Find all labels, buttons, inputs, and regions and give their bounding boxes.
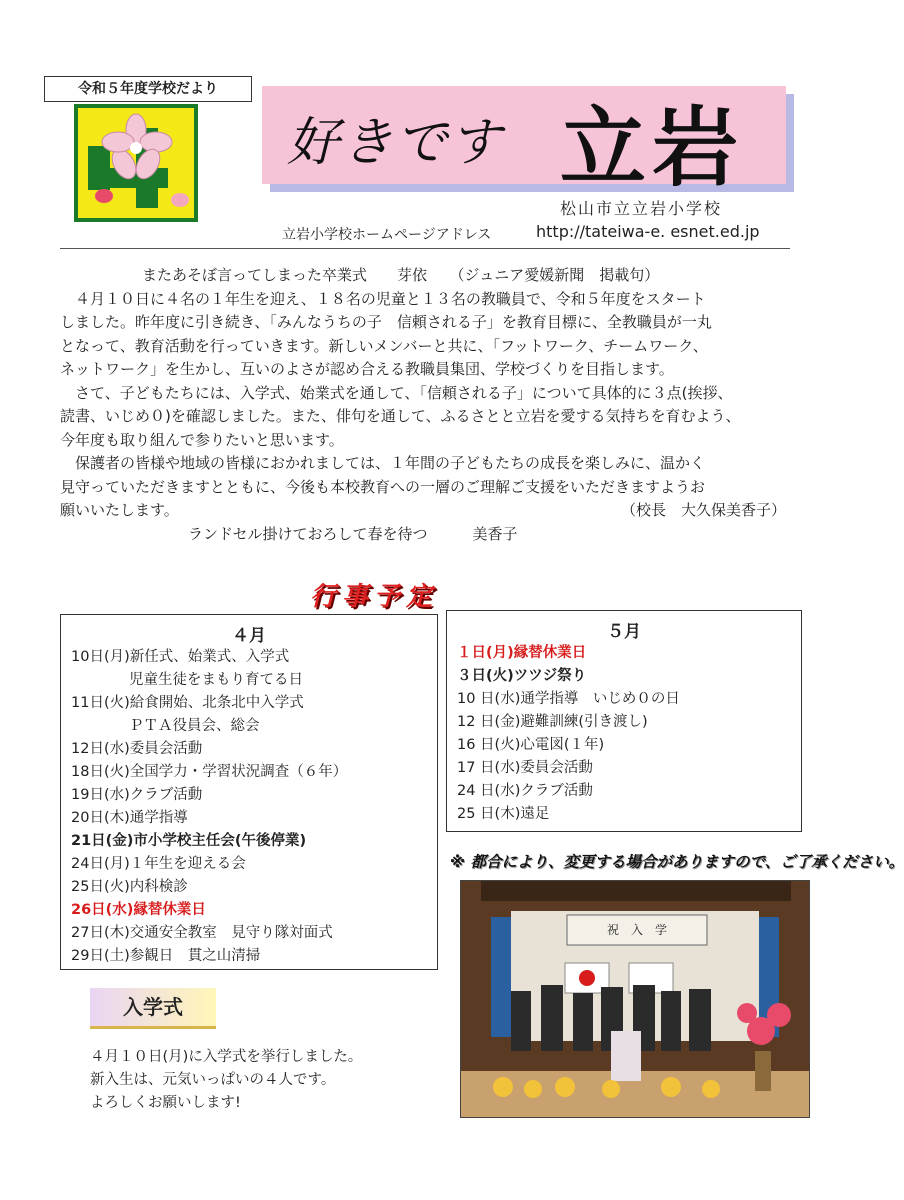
paragraph-line: 読書、いじめ０)を確認しました。また、俳句を通して、ふるさとと立岩を愛する気持ちを育むよう、 [60, 407, 741, 425]
may-label: ５月 [607, 622, 641, 642]
event-item: 12 日(金)避難訓練(引き渡し) [457, 714, 648, 730]
event-item: 24 日(水)クラブ活動 [457, 783, 593, 799]
school-logo [74, 104, 198, 222]
april-label: ４月 [232, 626, 266, 646]
issue-label: 令和５年度学校だより [44, 76, 252, 102]
paragraph-line: 願いいたします。 [60, 501, 179, 519]
event-item: 10 日(水)通学指導 いじめ０の日 [457, 691, 680, 707]
event-item: 16 日(火)心電図(１年) [457, 737, 605, 753]
ceremony-heading: 入学式 [90, 988, 216, 1029]
events-title: 行事予定 [310, 582, 439, 612]
principal-signature: （校長 大久保美香子） [620, 501, 786, 519]
may-schedule [446, 610, 802, 832]
schedule-notice: ※ 都合により、変更する場合がありますので、ご了承ください。 [450, 853, 904, 871]
event-item: 25 日(木)遠足 [457, 806, 550, 822]
event-item-holiday: １日(月)縁替休業日 [457, 645, 587, 661]
event-item: 児童生徒をまもり育てる日 [71, 672, 303, 688]
article-body [60, 264, 800, 546]
haiku-bottom: ランドセル掛けておろして春を待つ 美香子 [188, 524, 518, 543]
event-item-holiday: 26日(水)縁替休業日 [71, 902, 206, 918]
event-item: 27日(木)交通安全教室 見守り隊対面式 [71, 925, 333, 941]
title-small: 好きです [287, 113, 504, 173]
event-item: 12日(水)委員会活動 [71, 741, 203, 757]
ceremony-photo-art [461, 881, 809, 1117]
event-item: 17 日(水)委員会活動 [457, 760, 593, 776]
event-item: 25日(火)内科検診 [71, 879, 188, 895]
homepage-label: 立岩小学校ホームページアドレス [282, 227, 492, 243]
paragraph-line: ４月１０日に４名の１年生を迎え、１８名の児童と１３名の教職員で、令和５年度をスタート [60, 289, 706, 308]
event-item: 10日(月)新任式、始業式、入学式 [71, 649, 290, 665]
paragraph-line: 見守っていただきますとともに、今後も本校教育への一層のご理解ご支援をいただきますようお [60, 477, 706, 496]
event-item: 19日(水)クラブ活動 [71, 787, 203, 803]
ceremony-photo [460, 880, 810, 1118]
paragraph-line: 今年度も取り組んで参りたいと思います。 [60, 430, 344, 449]
cherry-blossom-four-icon [78, 108, 194, 218]
banner-text: 祝 入 学 [606, 923, 667, 937]
ceremony-text [90, 1046, 362, 1115]
paragraph-line: 保護者の皆様や地域の皆様におかれましては、１年間の子どもたちの成長を楽しみに、温かく [60, 454, 706, 472]
homepage-url[interactable]: http://tateiwa-e. esnet.ed.jp [536, 222, 760, 241]
ceremony-line: よろしくお願いします! [90, 1095, 241, 1111]
ceremony-line: ４月１０日(月)に入学式を挙行しました。 [90, 1049, 363, 1065]
header-divider [60, 248, 790, 249]
school-name: 松山市立立岩小学校 [560, 199, 723, 218]
paragraph-line: しました。昨年度に引き続き、「みんなうちの子 信頼される子」を教育目標に、全教職員が一丸 [60, 313, 712, 331]
paragraph-line: となって、教育活動を行っていきます。新しいメンバーと共に、「フットワーク、チームワーク、 [60, 336, 708, 355]
april-schedule [60, 614, 438, 970]
event-item: 18日(火)全国学力・学習状況調査（６年） [71, 764, 348, 780]
event-item: 11日(火)給食開始、北条北中入学式 [71, 695, 304, 711]
paragraph-last-row [60, 499, 800, 523]
event-item: 24日(月)１年生を迎える会 [71, 856, 246, 872]
event-item: 20日(木)通学指導 [71, 810, 188, 826]
haiku-top: またあそぼ言ってしまった卒業式 芽依 （ジュニア愛媛新聞 掲載句） [142, 266, 660, 284]
event-item: 21日(金)市小学校主任会(午後停業) [71, 833, 307, 849]
event-item: ＰＴＡ役員会、総会 [71, 718, 260, 734]
event-item: ３日(火)ツツジ祭り [457, 668, 587, 684]
paragraph-line: さて、子どもたちには、入学式、始業式を通して、「信頼される子」について具体的に３点(挨拶、 [60, 383, 733, 402]
paragraph-line: ネットワーク」を生かし、互いのよさが認め合える教職員集団、学校づくりを目指します。 [60, 360, 674, 378]
title-big: 立岩 [560, 98, 744, 198]
ceremony-line: 新入生は、元気いっぱいの４人です。 [90, 1072, 336, 1088]
event-item: 29日(土)参観日 貫之山清掃 [71, 948, 261, 964]
